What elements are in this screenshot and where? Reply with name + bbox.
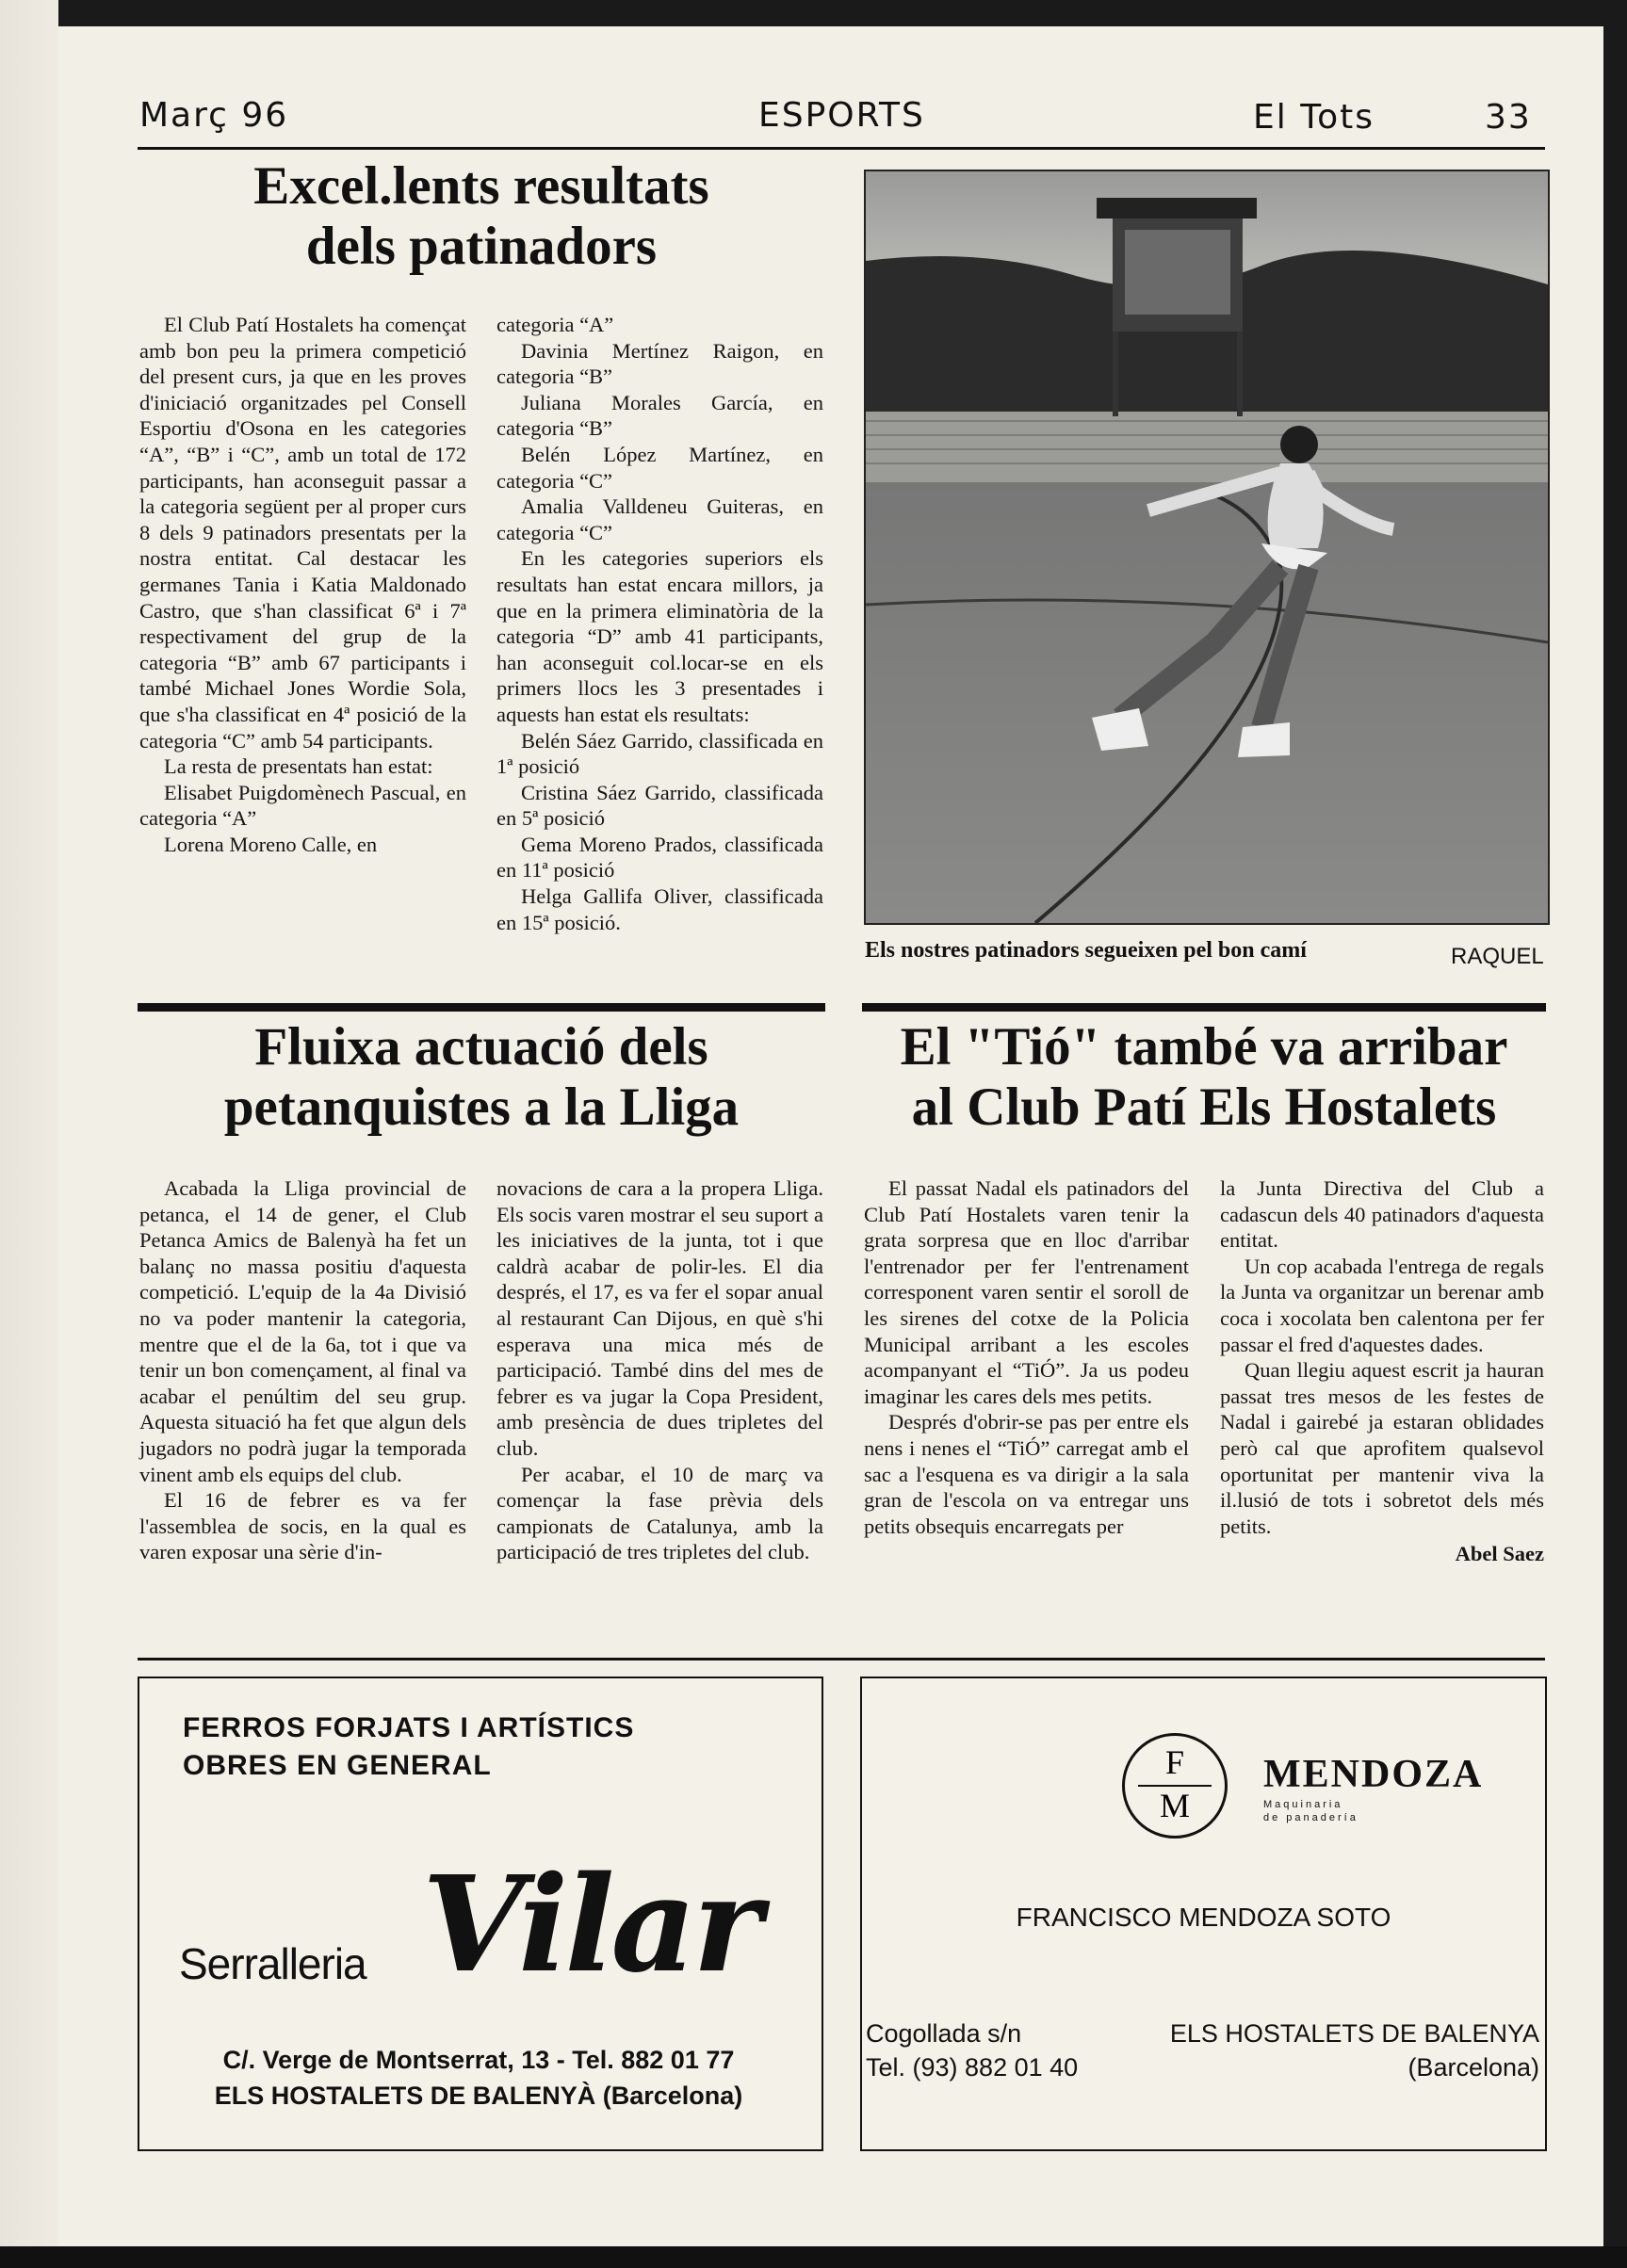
article2-top-rule [138, 1003, 825, 1012]
article2-paragraph: novacions de cara a la propera Lliga. Els socis varen mostrar el seu suport a les iniciatives de la junta, tot i que caldrà acabar de polir-les. El dia després, el 17, es va fer el sopar anual al restaurant Can Dijous, en què s'hi esperava una mica més de participació. També dins del mes de febrer es va jugar la Copa President, amb presència de dues tripletes del club. [496, 1176, 823, 1460]
article2-paragraph: El 16 de febrer es va fer l'assemblea de socis, en la qual es varen exposar una sèrie d'in- [139, 1488, 466, 1564]
article3-column1 [864, 1175, 1189, 1539]
article3-headline [862, 1017, 1546, 1138]
article1-paragraph: categoria “A” [496, 313, 614, 336]
monogram-letter-f: F [1164, 1743, 1185, 1781]
section-name: ESPORTS [758, 96, 925, 135]
skater-photo [864, 170, 1550, 925]
ad1-line1: FERROS FORJATS I ARTÍSTICS [183, 1712, 635, 1743]
ad1-line2: OBRES EN GENERAL [183, 1750, 492, 1781]
article3-title-line1: El "Tió" també va arribar [900, 1017, 1508, 1077]
publication-name: El Tots [1253, 98, 1375, 137]
article3-paragraph: Un cop acabada l'entrega de regals la Junta va organitzar un berenar amb coca i xocolata ben calentona per fer passar el fred d'aquestes dades. [1220, 1254, 1544, 1356]
article3-paragraph: Quan llegiu aquest escrit ja hauran passat tres mesos de les festes de Nadal i gairebé ja estaran oblidades però cal que aprofitem qualsevol oportunitat per mantenir viva la il.lusió de tots i sobretot dels més petits. [1220, 1358, 1544, 1538]
article1-paragraph: La resta de presentats han estat: [164, 754, 433, 779]
issue-date: Març 96 [139, 96, 289, 135]
article2-title-line1: Fluixa actuació dels [254, 1017, 708, 1077]
ad1-town: ELS HOSTALETS DE BALENYÀ (Barcelona) [214, 2082, 743, 2110]
article3-paragraph: Després d'obrir-se pas per entre els nens i nenes el “TiÓ” carregat amb el sac a l'esquena es va dirigir a la sala gran de l'escola on va entregar uns petits obsequis encarregats per [864, 1410, 1189, 1538]
mendoza-street: Cogollada s/n [866, 2019, 1022, 2048]
mendoza-tagline2: de panadería [1263, 1812, 1359, 1823]
article3-top-rule [862, 1003, 1546, 1012]
article3-paragraph: la Junta Directiva del Club a cadascun dels 40 patinadors d'aquesta entitat. [1220, 1176, 1544, 1253]
page-binding [0, 0, 58, 2268]
article1-paragraph: En les categories superiors els resultats han estat encara millors, ja que en la primera eliminatòria de la categoria “D” amb 41 participants, han aconseguit col.locar-se en els primers llocs les 3 presentades i aquests han estat els resultats: [496, 546, 823, 726]
article1-paragraph: Juliana Morales García, en categoria “B” [496, 390, 823, 441]
article1-paragraph: El Club Patí Hostalets ha començat amb bon peu la primera competició del present curs, ja que en les proves d'iniciació organitzades pel Consell Esportiu d'Osona en les categories “A”, “B” i “C”, amb un total de 172 participants, han aconseguit passar a la categoria següent per al proper curs 8 dels 9 patinadors presentats per la nostra entitat. Cal destacar les germanes Tania i Katia Maldonado Castro, que s'han classificat 6ª i 7ª respectivament del grup de la categoria “B” amb 67 participants i també Michael Jones Wordie Sola, que s'ha classificat en 4ª posició de la categoria “C” amb 54 participants. [139, 313, 466, 753]
article1-headline [138, 156, 825, 277]
article3-author: Abel Saez [1455, 1542, 1544, 1566]
article1-title-line2: dels patinadors [305, 216, 658, 276]
mendoza-town: ELS HOSTALETS DE BALENYA [1169, 2019, 1539, 2048]
mendoza-brand: MENDOZA [1263, 1753, 1484, 1796]
ad1-address: C/. Verge de Montserrat, 13 - Tel. 882 01 77 [222, 2046, 735, 2074]
mendoza-phone: Tel. (93) 882 01 40 [866, 2053, 1079, 2082]
article1-paragraph: Belén López Martínez, en categoria “C” [496, 442, 823, 493]
article1-title-line1: Excel.lents resultats [253, 156, 709, 216]
mendoza-ad [860, 1677, 1547, 2151]
article1-paragraph: Amalia Valldeneu Guiteras, en categoria “C” [496, 494, 823, 544]
ad1-business: Serralleria [179, 1939, 366, 1988]
article1-paragraph: Davinia Mertínez Raigon, en categoria “B” [496, 338, 823, 389]
mendoza-tagline1: Maquinaria [1263, 1799, 1343, 1810]
header-rule [138, 147, 1545, 150]
page-number: 33 [1485, 98, 1532, 137]
article2-title-line2: petanquistes a la Lliga [223, 1077, 740, 1137]
mendoza-owner: FRANCISCO MENDOZA SOTO [1016, 1903, 1391, 1932]
scan-edge [0, 2246, 1627, 2268]
mendoza-province: (Barcelona) [1407, 2053, 1539, 2082]
article1-paragraph: Gema Moreno Prados, classificada en 11ª posició [496, 832, 823, 883]
article1-paragraph: Lorena Moreno Calle, en [164, 832, 378, 856]
article1-paragraph: Helga Gallifa Oliver, classificada en 15ª posició. [496, 884, 823, 934]
monogram-letter-m: M [1159, 1787, 1190, 1824]
photo-credit: RAQUEL [1451, 944, 1544, 969]
article1-paragraph: Cristina Sáez Garrido, classificada en 5ª posició [496, 780, 823, 831]
vilar-logo: Vilar [422, 1848, 759, 2002]
article3-column2 [1220, 1175, 1544, 1567]
article2-headline [138, 1017, 825, 1138]
serralleria-vilar-ad [138, 1677, 823, 2151]
photo-caption: Els nostres patinadors segueixen pel bon camí [865, 938, 1307, 963]
article2-paragraph: Acabada la Lliga provincial de petanca, el 14 de gener, el Club Petanca Amics de Balenyà ha fet un balanç no massa positiu d'aquesta competició. L'equip de la 4a Divisió no va poder mantenir la categoria, mentre que el de la 6a, tot i que va tenir un bon començament, al final va acabar el penúltim del seu grup. Aquesta situació ha fet que algun dels jugadors no podrà jugar la temporada vinent amb els equips del club. [139, 1176, 466, 1486]
article1-column2 [496, 312, 823, 935]
fm-monogram-logo [1122, 1733, 1228, 1839]
article1-paragraph: Belén Sáez Garrido, classificada en 1ª posició [496, 728, 823, 779]
article2-column2 [496, 1175, 823, 1565]
article1-paragraph: Elisabet Puigdomènech Pascual, en categoria “A” [139, 780, 466, 831]
article1-column1 [139, 312, 466, 857]
ads-top-rule [138, 1658, 1545, 1660]
skater-photo-image [866, 171, 1548, 923]
article3-paragraph: El passat Nadal els patinadors del Club Patí Hostalets varen tenir la grata sorpresa que en lloc d'arribar l'entrenador per fer l'entrenament corresponent varen sentir el soroll de les sirenes del cotxe de la Policia Municipal arribant a les escoles acompanyant el “TiÓ”. Ja us podeu imaginar les cares dels mes petits. [864, 1176, 1189, 1408]
article2-column1 [139, 1175, 466, 1565]
article3-title-line2: al Club Patí Els Hostalets [911, 1077, 1497, 1137]
article2-paragraph: Per acabar, el 10 de març va començar la fase prèvia dels campionats de Catalunya, amb la participació de tres tripletes del club. [496, 1462, 823, 1564]
